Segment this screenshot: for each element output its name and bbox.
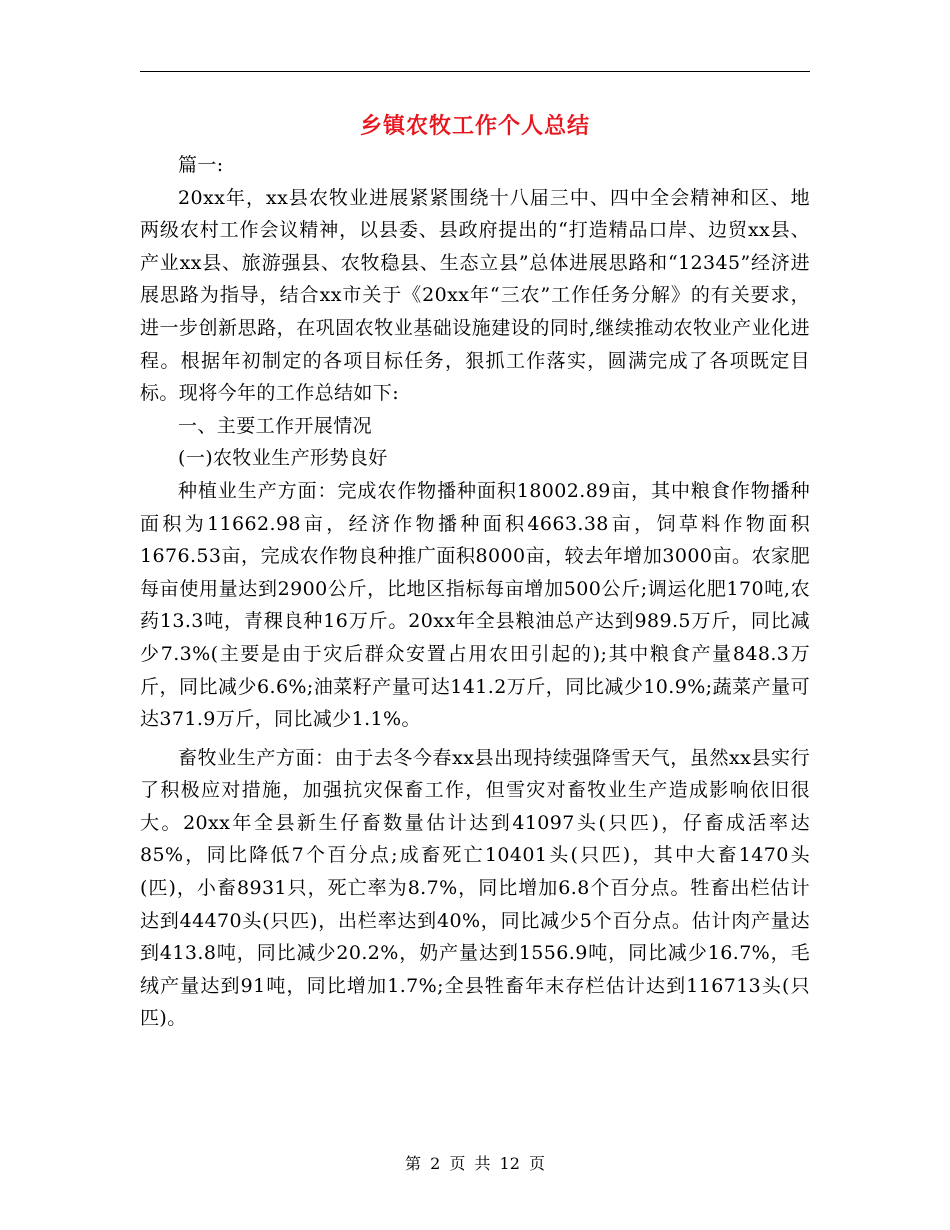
livestock-paragraph: 畜牧业生产方面：由于去冬今春xx县出现持续强降雪天气，虽然xx县实行了积极应对措施，加强抗灾保畜工作，但雪灾对畜牧业生产造成影响依旧很大。20xx年全县新生仔畜数量估计达到41097头(只匹)，仔畜成活率达85%，同比降低7个百分点;成畜死亡10401头(只匹)，其中大畜1470头(匹)，小畜8931只，死亡率为8.7%，同比增加6.8个百分点。牲畜出栏估计达到44470头(只匹)，出栏率达到40%，同比减少5个百分点。估计肉产量达到413.8吨，同比减少20.2%，奶产量达到1556.9吨，同比减少16.7%，毛绒产量达到91吨，同比增加1.7%;全县牲畜年末存栏估计达到116713头(只匹)。 xyxy=(140,746,810,1030)
planting-paragraph: 种植业生产方面：完成农作物播种面积18002.89亩，其中粮食作物播种面积为11662.98亩，经济作物播种面积4663.38亩，饲草料作物面积1676.53亩，完成农作物良种推广面积8000亩，较去年增加3000亩。农家肥每亩使用量达到2900公斤，比地区指标每亩增加500公斤;调运化肥170吨,农药13.3吨，青稞良种16万斤。20xx年全县粮油总产达到989.5万斤，同比减少7.3%(主要是由于灾后群众安置占用农田引起的);其中粮食产量848.3万斤，同比减少6.6%;油菜籽产量可达141.2万斤，同比减少10.9%;蔬菜产量可达371.9万斤，同比减少1.1%。 xyxy=(140,479,810,731)
header-rule xyxy=(140,71,810,72)
subsection-heading: (一)农牧业生产形势良好 xyxy=(178,447,388,470)
section-heading: 一、主要工作开展情况 xyxy=(178,414,373,437)
section-label: 篇一: xyxy=(178,154,224,176)
document-title: 乡镇农牧工作个人总结 xyxy=(359,113,590,139)
page-number: 第 2 页 共 12 页 xyxy=(405,1154,545,1173)
document-body xyxy=(140,149,810,1035)
intro-paragraph: 20xx年，xx县农牧业进展紧紧围绕十八届三中、四中全会精神和区、地两级农村工作会议精神，以县委、县政府提出的“打造精品口岸、边贸xx县、产业xx县、旅游强县、农牧稳县、生态立县”总体进展思路和“12345”经济进展思路为指导，结合xx市关于《20xx年“三农”工作任务分解》的有关要求，进一步创新思路，在巩固农牧业基础设施建设的同时,继续推动农牧业产业化进程。根据年初制定的各项目标任务，狠抓工作落实，圆满完成了各项既定目标。现将今年的工作总结如下: xyxy=(140,186,810,405)
